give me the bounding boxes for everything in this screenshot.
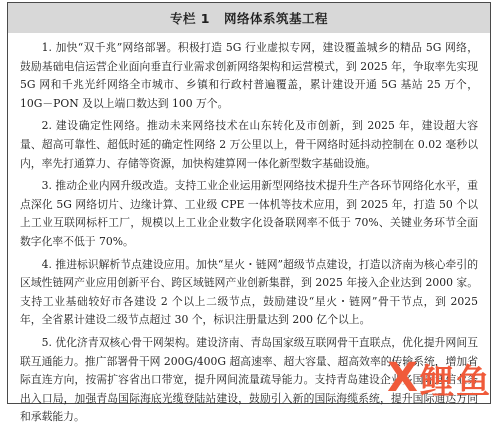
paragraph-3: 3. 推动企业内网升级改造。支持工业企业运用新型网络技术提升生产各环节网络化水平，重点深化 5G 网络切片、边缘计算、工业级 CPE 一体机等技术应用，到 2025 年，打造 50 个以上工业互联网标杆工厂，规模以上工业企业数字化设备联网率不低于 70%、关键业务环节全面数字化率不低于 70%。 [20,179,478,248]
paragraph-4: 4. 推进标识解析节点建设应用。加快“星火・链网”超级节点建设，打造以济南为核心牵引的区域性链网产业应用创新平台、跨区域链网产业创新集群，到 2025 年接入企业达到 2000 家。支持工业基础较好市各建设 2 个以上二级节点，鼓励建设“星火・链网”骨干节点，到 2025 年，全省累计建设二级节点超过 30 个，标识注册量达到 200 亿个以上。 [20,257,478,327]
watermark-text: 鲤鱼 [420,361,492,402]
feature-box [7,2,491,424]
box-title: 网络体系筑基工程 [224,11,329,26]
paragraph-5: 5. 优化济青双核心骨干网架构。建设济南、青岛国家级互联网骨干直联点，优化提升网间互联互通能力。推广部署骨干网 200G/400G 超高速率、超大容量、超高效率的传输系统，增加省际直连方向，按需扩容省出口带宽，提升网间流量疏导能力。支持青岛建设企业多国际通信业务出入口局，加强青岛国际海底光缆登陆站建设，鼓励引入新的国际海缆系统，提升国际通达方向和承载能力。 [20,335,478,424]
paragraph-1: 1. 加快“双千兆”网络部署。积极打造 5G 行业虚拟专网，建设覆盖城乡的精品 5G 网络，鼓励基础电信运营企业面向垂直行业需求创新网络架构和运营模式，到 2025 年，争取率先实现 5G 网和千兆光纤网络全市城市、乡镇和行政村普遍覆盖，累计建设开通 5G 基站 25 万个，10G－PON 及以上端口数达到 100 万个。 [20,41,478,110]
watermark-mark-icon: X [387,355,416,401]
paragraph-2: 2. 建设确定性网络。推动未来网络技术在山东转化及市创新，到 2025 年，建设超大容量、超高可靠性、超低时延的确定性网络 2 万公里以上，骨干网络时延抖动控制在 0.02 毫秒以内，率先打通算力、存储等资源，加快构建算网一体化新型数字基础设施。 [20,119,478,170]
box-label: 专栏 1 [169,11,211,26]
box-header [8,3,490,33]
box-content [8,33,490,427]
